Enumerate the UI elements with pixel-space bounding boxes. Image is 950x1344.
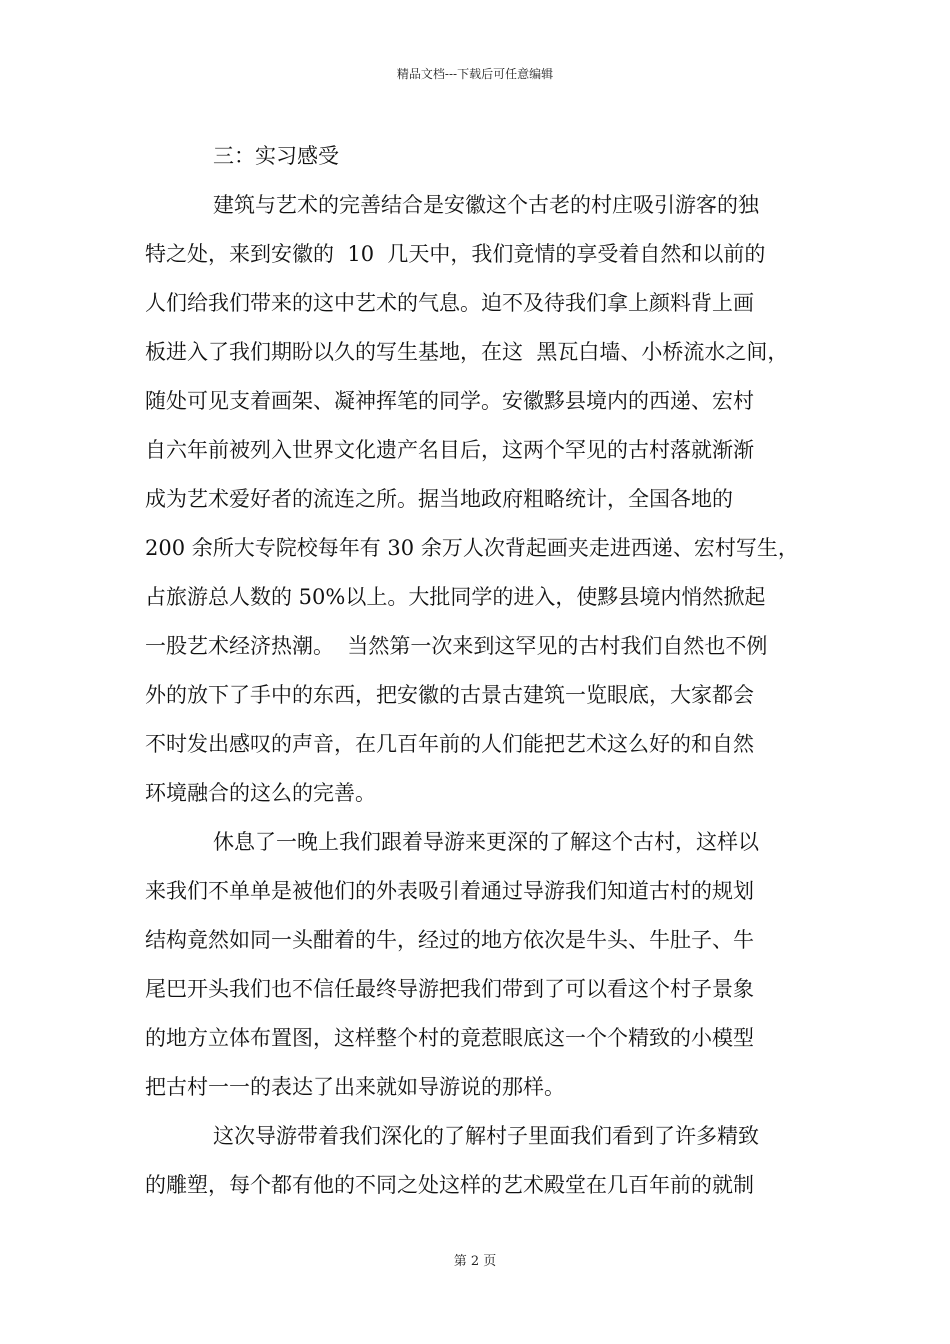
paragraph-2-line: 来我们不单单是被他们的外表吸引着通过导游我们知道古村的规划 xyxy=(145,879,754,903)
paragraph-2-line: 尾巴开头我们也不信任最终导游把我们带到了可以看这个村子景象 xyxy=(145,977,754,1001)
paragraph-2-line: 的地方立体布置图，这样整个村的竟惹眼底这一个个精致的小模型 xyxy=(145,1026,754,1050)
paragraph-1-line: 环境融合的这么的完善。 xyxy=(145,781,376,805)
paragraph-1-line: 占旅游总人数的 50%以上。大批同学的进入，使黟县境内悄然掀起 xyxy=(145,585,766,609)
page-header: 精品文档---下载后可任意编辑 xyxy=(396,67,554,81)
paragraph-2-line: 把古村一一的表达了出来就如导游说的那样。 xyxy=(145,1075,565,1099)
paragraph-1-line: 人们给我们带来的这中艺术的气息。迫不及待我们拿上颜料背上画 xyxy=(145,291,754,315)
paragraph-2-line: 结构竟然如同一头酣着的牛，经过的地方依次是牛头、牛肚子、牛 xyxy=(145,928,754,952)
paragraph-1-line: 一股艺术经济热潮。 当然第一次来到这罕见的古村我们自然也不例 xyxy=(145,634,768,658)
paragraph-1-line: 随处可见支着画架、凝神挥笔的同学。安徽黟县境内的西递、宏村 xyxy=(145,389,754,413)
paragraph-1-line: 特之处，来到安徽的 10 几天中，我们竟情的享受着自然和以前的 xyxy=(145,242,766,266)
body-text xyxy=(145,132,809,1210)
page-number: 第 2 页 xyxy=(453,1254,497,1269)
paragraph-1-line: 外的放下了手中的东西，把安徽的古景古建筑一览眼底，大家都会 xyxy=(145,683,754,707)
paragraph-1-line: 不时发出感叹的声音，在几百年前的人们能把艺术这么好的和自然 xyxy=(145,732,754,756)
paragraph-1-line: 自六年前被列入世界文化遗产名目后，这两个罕见的古村落就渐渐 xyxy=(145,438,754,462)
paragraph-1-line: 200 余所大专院校每年有 30 余万人次背起画夹走进西递、宏村写生， xyxy=(145,536,799,560)
paragraph-3-line: 的雕塑，每个都有他的不同之处这样的艺术殿堂在几百年前的就制 xyxy=(145,1173,754,1197)
paragraph-2-line: 休息了一晚上我们跟着导游来更深的了解这个古村，这样以 xyxy=(213,830,759,854)
paragraph-1-line: 建筑与艺术的完善结合是安徽这个古老的村庄吸引游客的独 xyxy=(213,193,759,217)
section-title: 三：实习感受 xyxy=(213,144,339,168)
paragraph-3-line: 这次导游带着我们深化的了解村子里面我们看到了许多精致 xyxy=(213,1124,759,1148)
paragraph-1-line: 板进入了我们期盼以久的写生基地，在这 黑瓦白墙、小桥流水之间， xyxy=(145,340,789,364)
paragraph-1-line: 成为艺术爱好者的流连之所。据当地政府粗略统计，全国各地的 xyxy=(145,487,733,511)
